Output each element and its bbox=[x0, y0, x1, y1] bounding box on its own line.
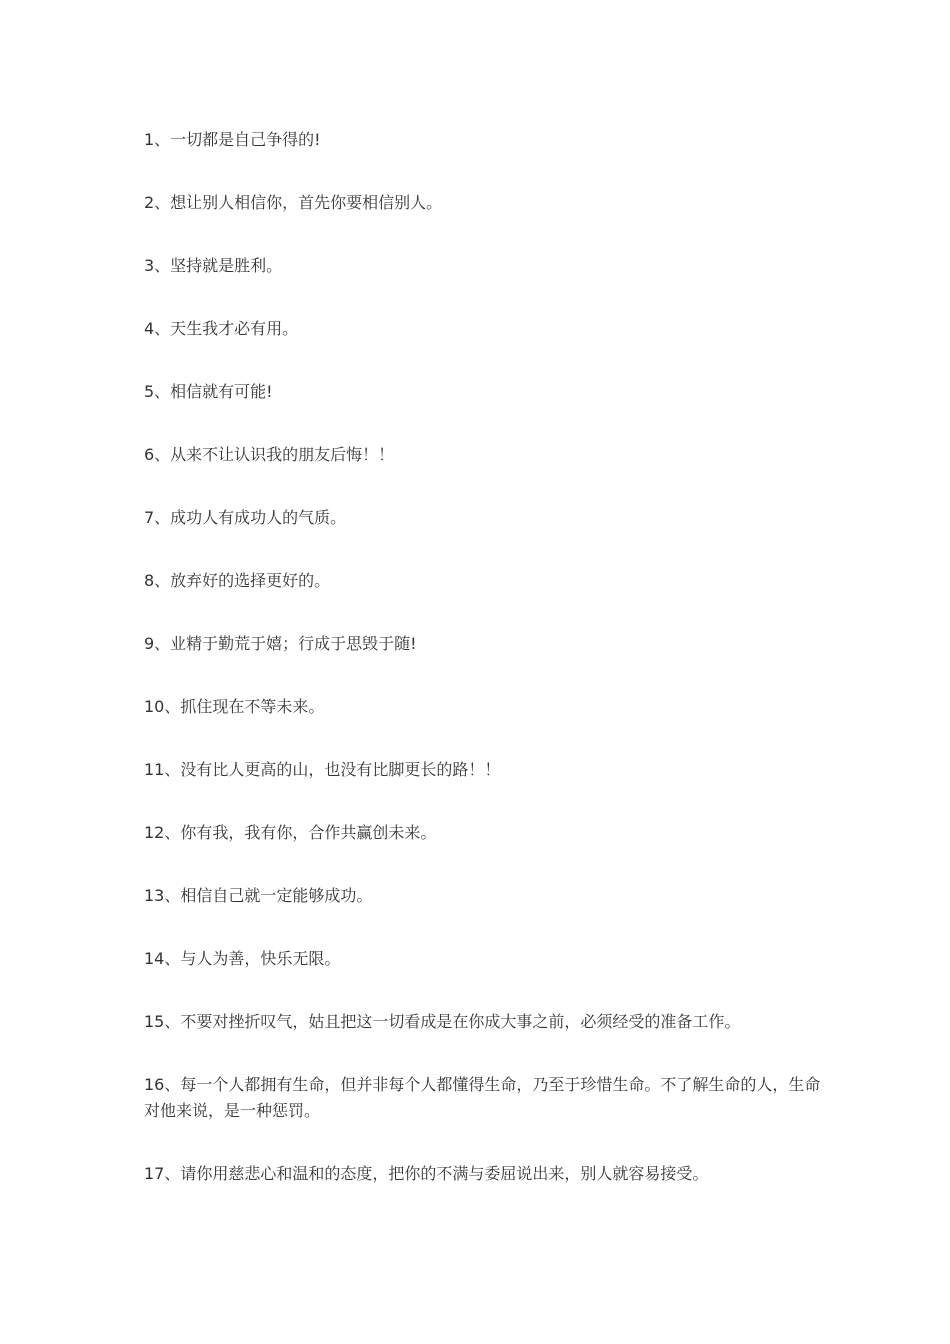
list-item: 10、抓住现在不等未来。 bbox=[144, 697, 325, 716]
quote-list bbox=[144, 127, 824, 1224]
list-item: 9、业精于勤荒于嬉；行成于思毁于随! bbox=[144, 634, 417, 653]
list-item: 14、与人为善，快乐无限。 bbox=[144, 949, 341, 968]
list-item: 1、一切都是自己争得的! bbox=[144, 130, 321, 149]
list-item: 2、想让别人相信你，首先你要相信别人。 bbox=[144, 193, 443, 212]
list-item: 16、每一个人都拥有生命，但并非每个人都懂得生命，乃至于珍惜生命。不了解生命的人，生命对他来说，是一种惩罚。 bbox=[144, 1075, 821, 1120]
list-item: 3、坚持就是胜利。 bbox=[144, 256, 283, 275]
list-item: 13、相信自己就一定能够成功。 bbox=[144, 886, 373, 905]
list-item: 15、不要对挫折叹气，姑且把这一切看成是在你成大事之前，必须经受的准备工作。 bbox=[144, 1012, 741, 1031]
list-item: 7、成功人有成功人的气质。 bbox=[144, 508, 347, 527]
list-item: 11、没有比人更高的山，也没有比脚更长的路！！ bbox=[144, 760, 501, 779]
list-item: 5、相信就有可能! bbox=[144, 382, 273, 401]
list-item: 17、请你用慈悲心和温和的态度，把你的不满与委屈说出来，别人就容易接受。 bbox=[144, 1164, 709, 1183]
list-item: 12、你有我，我有你，合作共赢创未来。 bbox=[144, 823, 437, 842]
list-item: 4、天生我才必有用。 bbox=[144, 319, 299, 338]
list-item: 6、从来不让认识我的朋友后悔！！ bbox=[144, 445, 395, 464]
list-item: 8、放弃好的选择更好的。 bbox=[144, 571, 331, 590]
